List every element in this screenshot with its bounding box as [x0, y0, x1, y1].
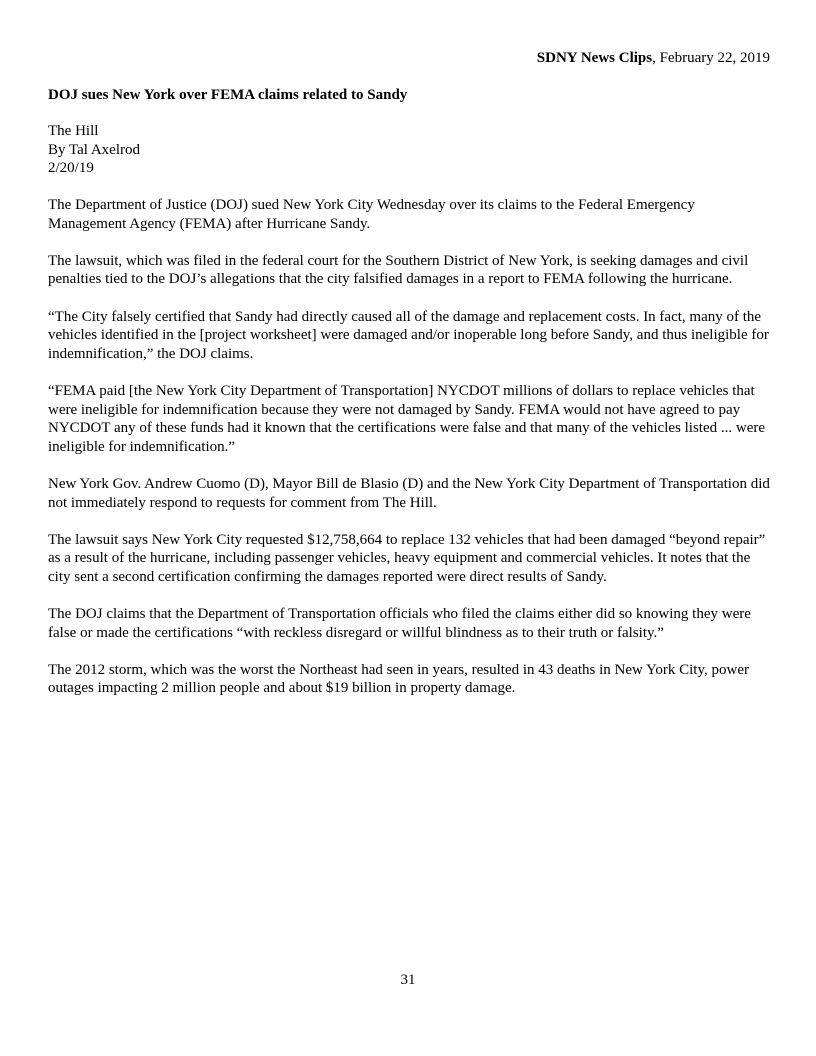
article-paragraph: The lawsuit, which was filed in the federal court for the Southern District of New York, is seeking damages and civil penalties tied to the DOJ’s allegations that the city falsified damages in a report to FEMA following the hurricane. [48, 252, 749, 288]
article-byline: By Tal Axelrod [48, 141, 140, 158]
article-paragraph: The lawsuit says New York City requested $12,758,664 to replace 132 vehicles that had been damaged “beyond repair” as a result of the hurricane, including passenger vehicles, heavy equipment and commercial vehicles. It notes that the city sent a second certification confirming the damages reported were direct results of Sandy. [48, 531, 766, 585]
page-header [537, 49, 770, 68]
article-paragraph: New York Gov. Andrew Cuomo (D), Mayor Bill de Blasio (D) and the New York City Department of Transportation did not immediately respond to requests for comment from The Hill. [48, 475, 770, 511]
article-headline: DOJ sues New York over FEMA claims related to Sandy [48, 87, 408, 103]
article-paragraph: The DOJ claims that the Department of Transportation officials who filed the claims either did so knowing they were false or made the certifications “with reckless disregard or willful blindness as to their truth or falsity.” [48, 606, 751, 641]
article-paragraph: The 2012 storm, which was the worst the Northeast had seen in years, resulted in 43 deaths in New York City, power outages impacting 2 million people and about $19 billion in property damage. [48, 661, 749, 697]
article-body [48, 196, 770, 717]
article-date: 2/20/19 [48, 160, 94, 177]
publication-name: SDNY News Clips [536, 50, 653, 66]
article-paragraph: The Department of Justice (DOJ) sued New York City Wednesday over its claims to the Federal Emergency Management Agency (FEMA) after Hurricane Sandy. [48, 197, 695, 232]
header-date: , February 22, 2019 [652, 50, 770, 66]
article-paragraph: “FEMA paid [the New York City Department of Transportation] NYCDOT millions of dollars to replace vehicles that were ineligible for indemnification because they were not damaged by Sandy. FEMA would not have agreed to pay NYCDOT any of these funds had it known that the certifications were false and that many of the vehicles listed ... were ineligible for indemnification.” [48, 382, 766, 455]
page-number: 31 [400, 972, 416, 988]
article-paragraph: “The City falsely certified that Sandy had directly caused all of the damage and replacement costs. In fact, many of the vehicles identified in the [project worksheet] were damaged and/or inoperable long before Sandy, and thus ineligible for indemnification,” the DOJ claims. [48, 308, 769, 362]
article-source: The Hill [48, 123, 99, 139]
article-meta [48, 122, 140, 178]
